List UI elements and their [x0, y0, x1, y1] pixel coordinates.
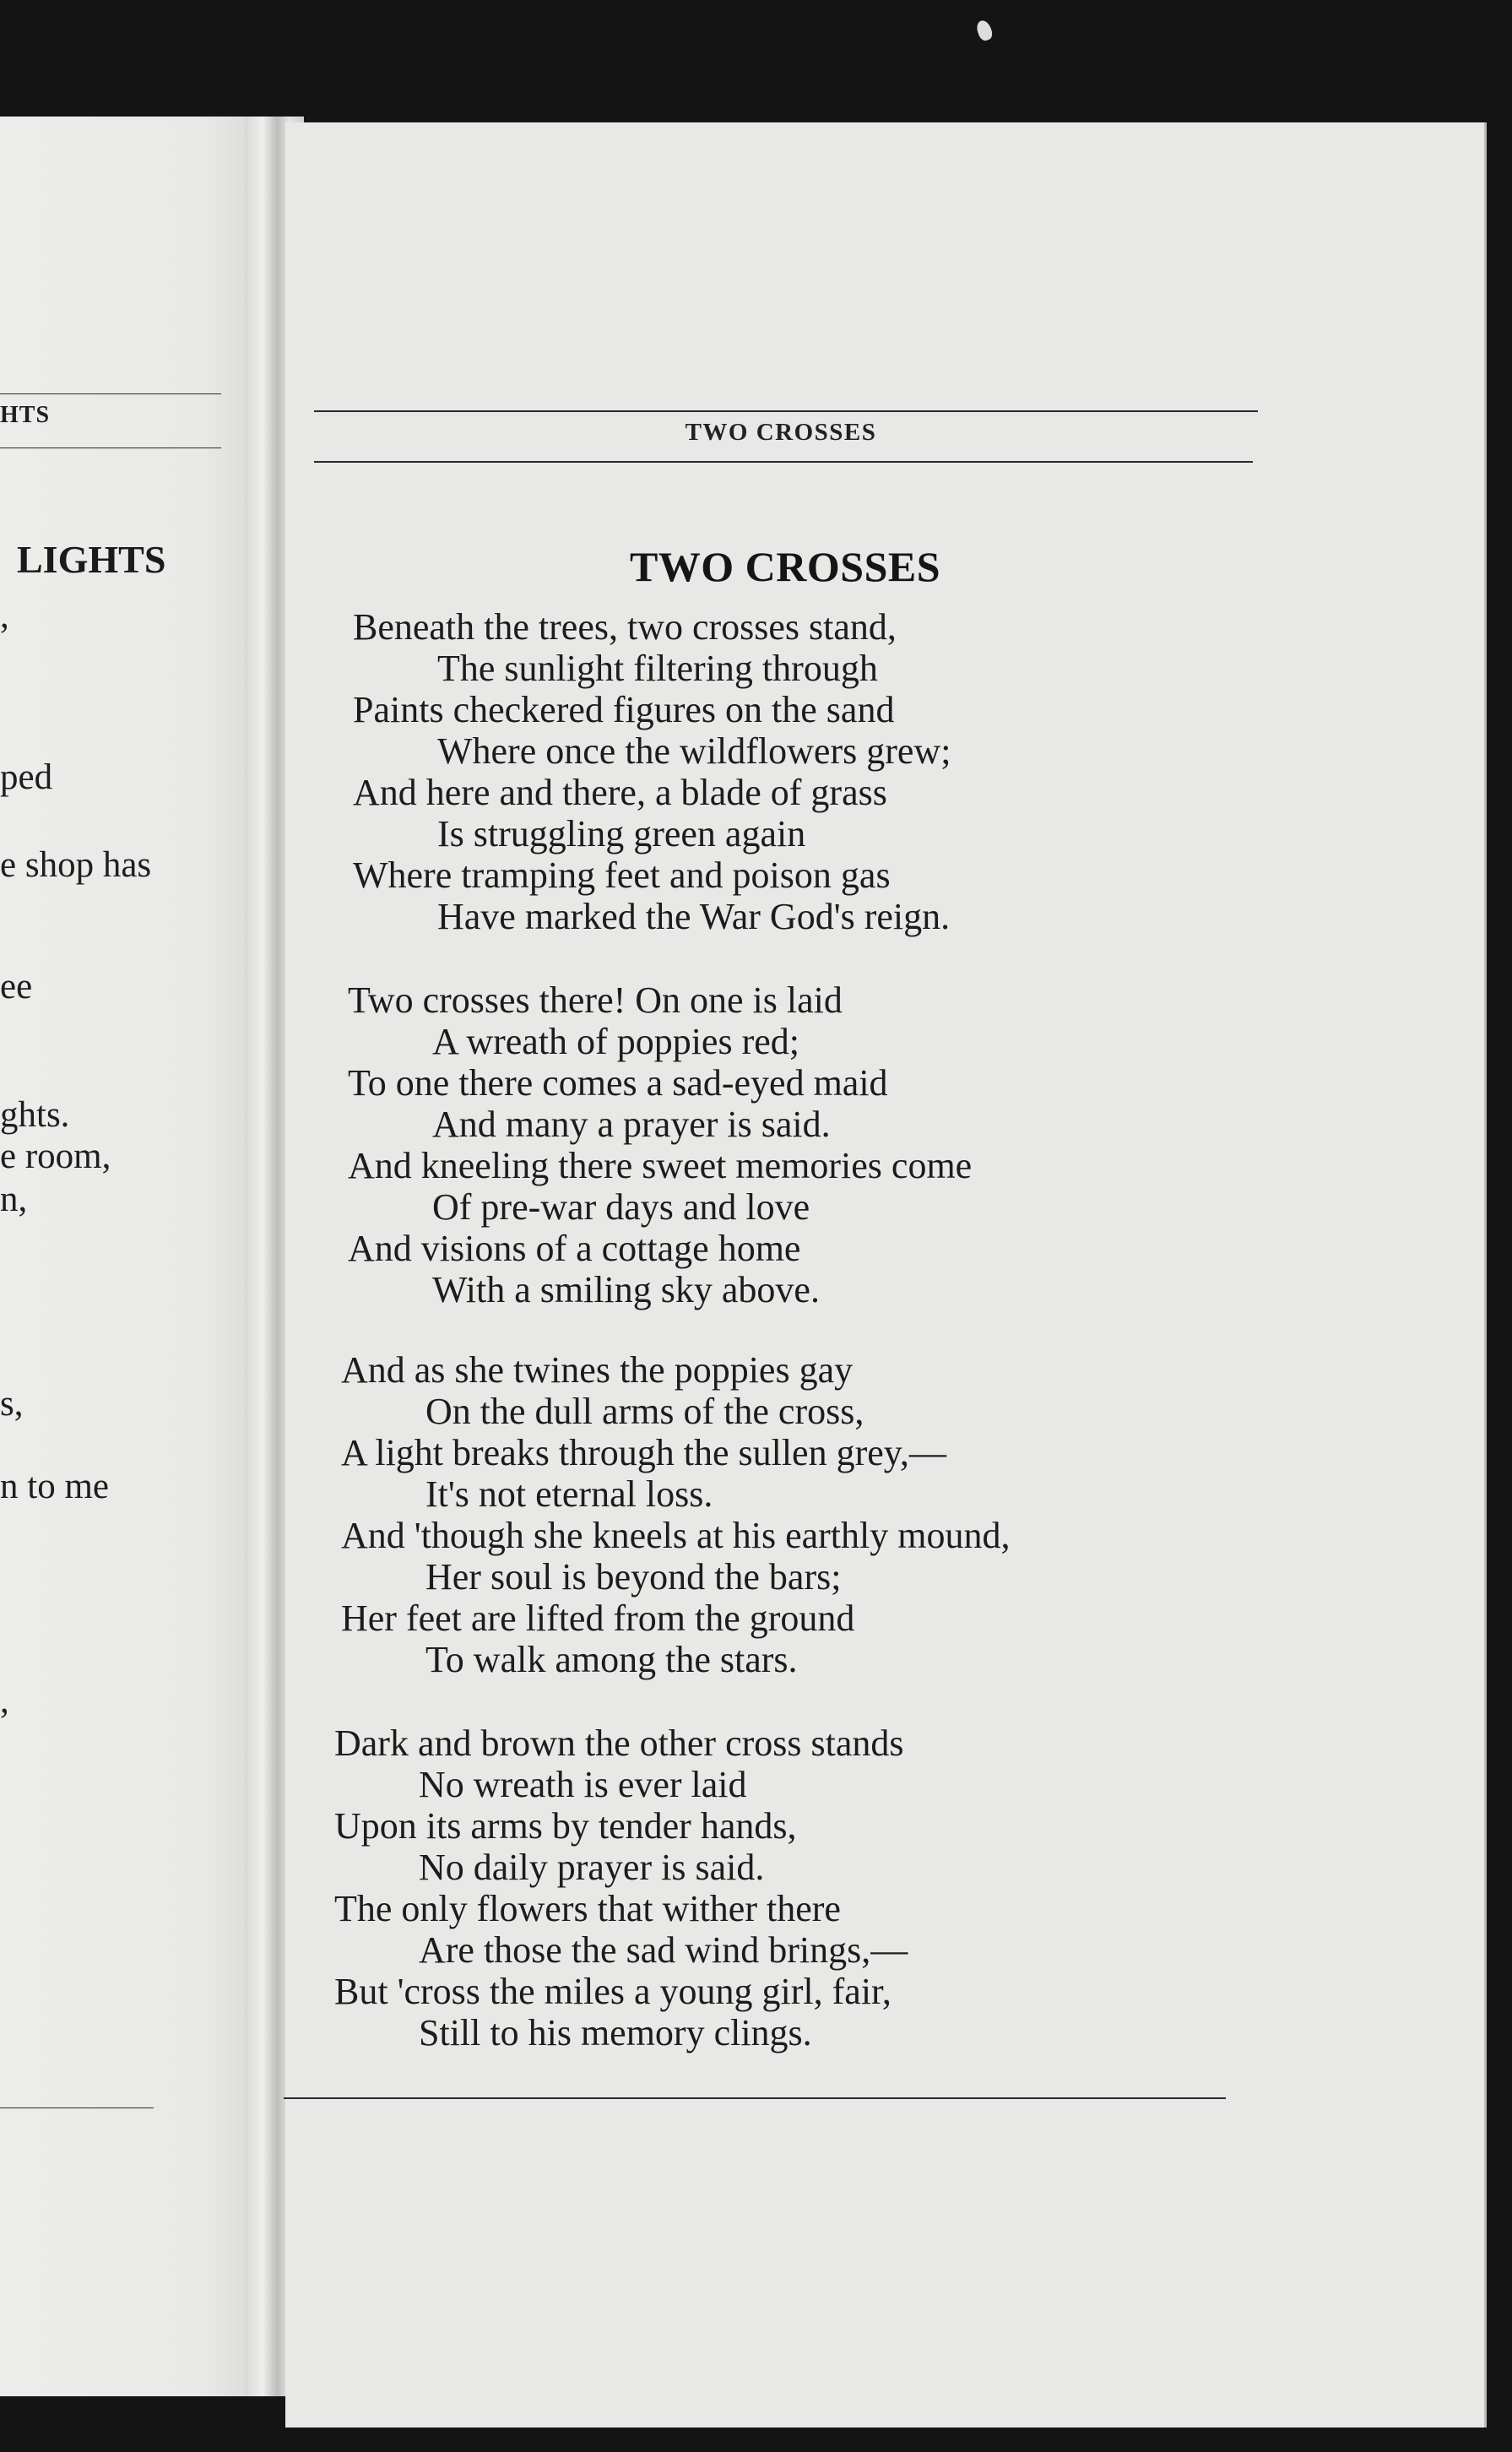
header-rule-top — [314, 410, 1258, 412]
poem-line: Upon its arms by tender hands, — [334, 1805, 797, 1847]
footer-rule — [284, 2097, 1226, 2099]
left-fragment: , — [0, 1681, 9, 1721]
poem-line: And 'though she kneels at his earthly mound, — [341, 1515, 1011, 1556]
poem-line: With a smiling sky above. — [432, 1269, 820, 1310]
poem-line: And many a prayer is said. — [432, 1104, 831, 1145]
poem-line: To one there comes a sad-eyed maid — [348, 1062, 888, 1104]
header-rule-bottom — [314, 461, 1253, 463]
poem-line: The only flowers that wither there — [334, 1888, 841, 1929]
poem-line: And visions of a cottage home — [348, 1228, 801, 1269]
poem-line: A light breaks through the sullen grey,— — [341, 1432, 946, 1473]
poem-line: It's not eternal loss. — [425, 1473, 713, 1515]
left-fragment: e room, — [0, 1136, 111, 1176]
stanza-4 — [334, 1722, 1263, 2053]
left-fragment: e shop has — [0, 845, 152, 885]
poem-line: Have marked the War God's reign. — [437, 896, 951, 937]
running-head: TWO CROSSES — [685, 419, 877, 446]
poem-line: And kneeling there sweet memories come — [348, 1145, 973, 1186]
stanza-3 — [341, 1349, 1270, 1680]
poem-line: No wreath is ever laid — [419, 1764, 747, 1805]
poem-line: Two crosses there! On one is laid — [348, 979, 843, 1021]
poem-line: Where tramping feet and poison gas — [353, 854, 891, 896]
stanza-1 — [353, 606, 1282, 937]
poem-line: No daily prayer is said. — [419, 1847, 765, 1888]
left-fragment: s, — [0, 1384, 24, 1424]
left-poem-title: LIGHTS — [17, 538, 166, 581]
poem-line: Where once the wildflowers grew; — [437, 730, 951, 772]
speck — [974, 19, 994, 42]
poem-line: Dark and brown the other cross stands — [334, 1722, 904, 1764]
stanza-2 — [348, 979, 1276, 1310]
left-fragment: ghts. — [0, 1095, 70, 1135]
poem-line: Beneath the trees, two crosses stand, — [353, 606, 897, 648]
poem-line: Paints checkered figures on the sand — [353, 689, 895, 730]
poem-line: Are those the sad wind brings,— — [419, 1929, 908, 1971]
left-fragment: ped — [0, 757, 53, 797]
left-fragment: n to me — [0, 1467, 109, 1506]
left-fragment: ee — [0, 967, 33, 1006]
poem-line: The sunlight filtering through — [437, 648, 878, 689]
poem-line: And as she twines the poppies gay — [341, 1349, 854, 1391]
poem-line: And here and there, a blade of grass — [353, 772, 887, 813]
poem-line: Still to his memory clings. — [419, 2012, 812, 2053]
poem-line: Is struggling green again — [437, 813, 806, 854]
left-running-head: HTS — [0, 402, 51, 428]
poem-line: Her feet are lifted from the ground — [341, 1598, 855, 1639]
poem-line: But 'cross the miles a young girl, fair, — [334, 1971, 891, 2012]
left-fragment: n, — [0, 1180, 28, 1219]
poem-line: To walk among the stars. — [425, 1639, 798, 1680]
left-page — [0, 117, 268, 2396]
left-header-rule-top — [0, 393, 221, 394]
poem-line: Her soul is beyond the bars; — [425, 1556, 842, 1598]
poem-line: Of pre-war days and love — [432, 1186, 810, 1228]
poem-title: TWO CROSSES — [629, 543, 941, 590]
poem-line: A wreath of poppies red; — [432, 1021, 799, 1062]
left-fragment: , — [0, 596, 9, 636]
poem-line: On the dull arms of the cross, — [425, 1391, 864, 1432]
